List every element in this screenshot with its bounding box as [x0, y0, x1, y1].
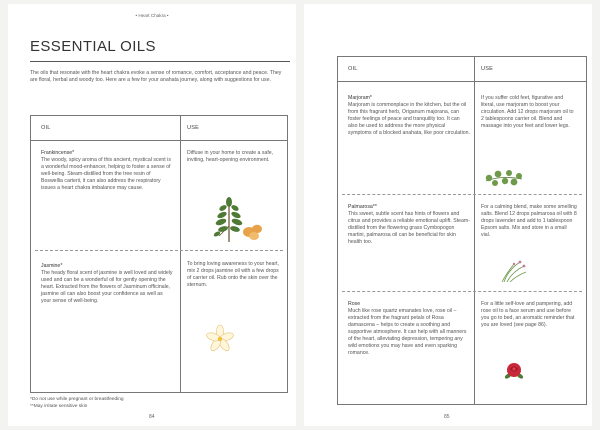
rose-icon — [503, 359, 525, 381]
oil-use: If you suffer cold feet, figurative and literal, use marjoram to boost your circulation. Add 12 drops marjoram oil to 2 tablespoons carrier oil. Blend and massage into your feet and lower legs. — [481, 95, 574, 129]
oils-table — [30, 115, 288, 393]
title-rule — [30, 61, 290, 62]
oil-use: Diffuse in your home to create a safe, inviting, heart-opening environment. — [187, 150, 274, 163]
oils-table — [337, 56, 587, 405]
oil-use: For a calming blend, make some smelling salts. Blend 12 drops palmarosa oil with 8 drops lavender and add to 1 tablespoon Epsom salts. Mix and store in a small vial. — [481, 204, 577, 238]
table-row-oil — [41, 263, 173, 305]
row-separator — [35, 250, 283, 251]
table-row-oil — [41, 150, 173, 192]
palmarosa-grass-icon — [498, 260, 528, 284]
table-row-oil — [348, 204, 470, 246]
table-row-oil — [348, 95, 470, 137]
table-header — [338, 57, 586, 82]
jasmine-flower-icon — [205, 324, 235, 354]
oil-name: Jasmine* — [41, 263, 63, 269]
oil-description: The heady floral scent of jasmine is well loved and widely used and can be a wonderful oil for gently opening the heart. Extracted from the flowers of Jasminum officinale, jasmine oil can also boost your confidence as well as your sense of well-being. — [41, 270, 173, 304]
right-page — [304, 4, 592, 426]
oil-description: Marjoram is commonplace in the kitchen, but the oil from this fragrant herb, Origanum majorana, can foster feelings of peace and tranquility too. It can also be used to address the more physical symptoms of a blocked anahata, like poor circulation. — [348, 102, 470, 136]
footnote: *Do not use while pregnant or breastfeeding — [30, 397, 124, 402]
marjoram-sprig-icon — [484, 167, 524, 189]
oil-description: The woody, spicy aroma of this ancient, mystical scent is a wonderful mood-enhancer, helping to foster a sense of well-being. Steam-distilled from the tree resin of Boswellia carterii, it can also address the respiratory issues a heart chakra imbalance may cause. — [41, 157, 171, 191]
table-row-oil — [348, 301, 470, 357]
oil-description: This sweet, subtle scent has hints of flowers and citrus and provides a reliable emotional uplift. Steam-distilled from the flowering grass Cymbopogon martini, palmarosa oil can be beneficial for skin health too. — [348, 211, 470, 245]
use-column-header: USE — [187, 125, 200, 131]
intro-paragraph: The oils that resonate with the heart chakra evoke a sense of romance, comfort, acceptance and peace. They are floral, herbal and woody too. Here are a few for your anahata journey, along with suggestions for use. — [30, 70, 282, 83]
oil-column-header: OIL — [41, 125, 51, 131]
column-divider — [180, 116, 181, 392]
oil-description: Much like rose quartz emanates love, rose oil – extracted from the fragrant petals of Rosa damascena – helps to create a soothing and supportive atmosphere. It can help with all manners of the heart, alleviating depression, tempering any wild emotions you may have and even sparking romance. — [348, 308, 467, 356]
page-number: 85 — [444, 414, 450, 420]
frankincense-plant-icon — [211, 196, 271, 242]
column-divider — [474, 57, 475, 404]
table-header — [31, 116, 287, 141]
row-separator — [342, 194, 582, 195]
oil-use: For a little self-love and pampering, add rose oil to a face serum and use before you go to bed, an aromatic reminder that you are loved (see page 86). — [481, 301, 575, 328]
page-number: 84 — [149, 414, 155, 420]
oil-use: To bring loving awareness to your heart, mix 2 drops jasmine oil with a few drops of carrier oil. Rub onto the skin over the sternum. — [187, 261, 279, 288]
oil-column-header: OIL — [348, 66, 358, 72]
footnote: **May irritate sensitive skin — [30, 403, 88, 409]
running-head: • Heart Chakra • — [135, 13, 169, 18]
oil-name: Frankincense* — [41, 150, 75, 156]
row-separator — [342, 291, 582, 292]
oil-name: Marjoram* — [348, 95, 372, 101]
footnotes — [30, 397, 286, 410]
oil-name: Rose — [348, 301, 361, 307]
use-column-header: USE — [481, 66, 494, 72]
oil-name: Palmarosa** — [348, 204, 377, 210]
left-page — [8, 4, 296, 426]
page-title: ESSENTIAL OILS — [30, 38, 156, 55]
